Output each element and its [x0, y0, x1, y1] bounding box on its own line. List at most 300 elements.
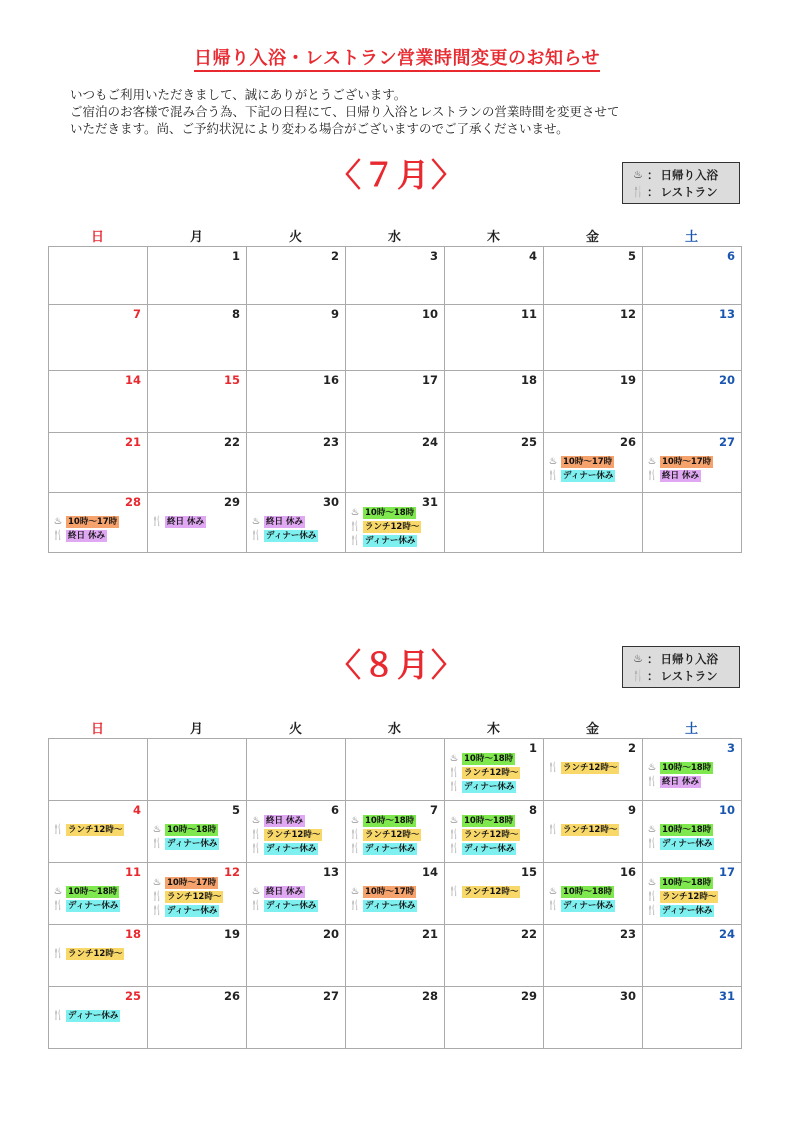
- calendar-day-cell: [544, 493, 643, 553]
- intro-line: いつもご利用いただきまして、誠にありがとうございます。: [70, 87, 407, 102]
- hot-spring-icon: ♨: [350, 507, 360, 518]
- schedule-tag: ディナー休み: [266, 530, 317, 541]
- hot-spring-icon: ♨: [152, 824, 162, 835]
- day-number: 11: [124, 865, 141, 879]
- schedule-entry: [646, 775, 738, 788]
- calendar-day-cell: [346, 863, 445, 925]
- calendar-day-cell: [544, 739, 643, 801]
- day-entries: [547, 455, 639, 483]
- hot-spring-icon: ♨: [647, 877, 657, 888]
- schedule-entry: [250, 885, 342, 898]
- calendar-day-cell: [148, 987, 247, 1049]
- schedule-tag: 10時～18時: [365, 507, 415, 518]
- fork-knife-icon: 🍴: [547, 900, 559, 911]
- fork-knife-icon: 🍴: [250, 900, 262, 911]
- schedule-entry: [349, 885, 441, 898]
- calendar-day-cell: [49, 801, 148, 863]
- day-entries: [646, 876, 738, 918]
- day-entries: [52, 885, 144, 913]
- schedule-entry: [547, 823, 639, 836]
- schedule-tag: ランチ12時～: [563, 762, 618, 773]
- schedule-entry: [646, 823, 738, 836]
- day-number: 2: [627, 741, 636, 755]
- weekday-header: [48, 226, 741, 245]
- day-number: 17: [718, 865, 735, 879]
- schedule-tag: ディナー休み: [68, 900, 119, 911]
- fork-knife-icon: 🍴: [448, 781, 460, 792]
- calendar-day-cell: [643, 247, 742, 305]
- day-number: 29: [223, 495, 240, 509]
- schedule-tag: ランチ12時～: [563, 824, 618, 835]
- day-number: 16: [619, 865, 636, 879]
- schedule-tag: ディナー休み: [266, 900, 317, 911]
- schedule-tag: ディナー休み: [365, 843, 416, 854]
- day-entries: [151, 823, 243, 851]
- schedule-tag: 終日 休み: [662, 776, 699, 787]
- day-number: 1: [528, 741, 537, 755]
- day-number: 14: [124, 373, 141, 387]
- day-number: 18: [124, 927, 141, 941]
- schedule-entry: [250, 828, 342, 841]
- intro-text: [70, 86, 750, 137]
- day-entries: [52, 1009, 144, 1023]
- schedule-tag: 10時～18時: [167, 824, 217, 835]
- day-number: 25: [520, 435, 537, 449]
- schedule-tag: 10時～18時: [365, 815, 415, 826]
- day-number: 24: [421, 435, 438, 449]
- calendar-day-cell: [445, 987, 544, 1049]
- day-number: 10: [718, 803, 735, 817]
- calendar-day-cell: [346, 987, 445, 1049]
- hot-spring-icon: ♨: [449, 753, 459, 764]
- day-number: 16: [322, 373, 339, 387]
- schedule-tag: 10時～18時: [662, 824, 712, 835]
- day-number: 27: [718, 435, 735, 449]
- schedule-tag: ランチ12時～: [68, 824, 123, 835]
- day-number: 10: [421, 307, 438, 321]
- day-number: 28: [421, 989, 438, 1003]
- schedule-tag: 10時～17時: [68, 516, 118, 527]
- weekday-label: 日: [90, 230, 104, 245]
- hot-spring-icon: ♨: [548, 456, 558, 467]
- calendar-day-cell: [148, 493, 247, 553]
- schedule-tag: ランチ12時～: [167, 891, 222, 902]
- day-number: 31: [421, 495, 438, 509]
- schedule-entry: [250, 842, 342, 855]
- day-number: 26: [619, 435, 636, 449]
- calendar-day-cell: [247, 305, 346, 371]
- day-number: 4: [132, 803, 141, 817]
- weekday-label: 月: [189, 722, 203, 737]
- day-number: 24: [718, 927, 735, 941]
- calendar-day-cell: [148, 739, 247, 801]
- day-number: 19: [223, 927, 240, 941]
- fork-knife-icon: 🍴: [547, 824, 559, 835]
- month-heading: 〈７月〉: [328, 156, 465, 194]
- schedule-tag: 終日 休み: [266, 516, 303, 527]
- schedule-tag: ランチ12時～: [365, 829, 420, 840]
- calendar-day-cell: [49, 925, 148, 987]
- calendar-day-cell: [247, 801, 346, 863]
- schedule-tag: ディナー休み: [365, 535, 416, 546]
- schedule-entry: [349, 842, 441, 855]
- schedule-tag: 10時～17時: [662, 456, 712, 467]
- weekday-label: 月: [189, 230, 203, 245]
- weekday-label: 土: [684, 722, 698, 737]
- fork-knife-icon: 🍴: [151, 905, 163, 916]
- calendar-day-cell: [544, 801, 643, 863]
- schedule-tag: ディナー休み: [266, 843, 317, 854]
- day-entries: [52, 947, 144, 961]
- schedule-tag: ディナー休み: [563, 470, 614, 481]
- fork-knife-icon: 🍴: [349, 535, 361, 546]
- schedule-tag: 10時～17時: [167, 877, 217, 888]
- calendar-day-cell: [49, 863, 148, 925]
- legend-bath-label: 日帰り入浴: [660, 652, 718, 666]
- fork-knife-icon: 🍴: [646, 470, 658, 481]
- day-entries: [646, 455, 738, 483]
- day-number: 22: [520, 927, 537, 941]
- schedule-entry: [547, 885, 639, 898]
- fork-knife-icon: 🍴: [52, 900, 64, 911]
- calendar-day-cell: [445, 925, 544, 987]
- day-number: 28: [124, 495, 141, 509]
- day-entries: [151, 515, 243, 529]
- schedule-tag: 10時～18時: [662, 762, 712, 773]
- schedule-tag: ディナー休み: [167, 905, 218, 916]
- fork-knife-icon: 🍴: [448, 767, 460, 778]
- schedule-entry: [448, 842, 540, 855]
- day-number: 5: [627, 249, 636, 263]
- fork-knife-icon: 🍴: [547, 762, 559, 773]
- calendar-day-cell: [148, 305, 247, 371]
- weekday-label: 木: [486, 722, 500, 737]
- day-number: 18: [520, 373, 537, 387]
- day-number: 29: [520, 989, 537, 1003]
- calendar-day-cell: [49, 493, 148, 553]
- calendar-day-cell: [346, 305, 445, 371]
- day-entries: [250, 814, 342, 856]
- schedule-tag: ランチ12時～: [266, 829, 321, 840]
- weekday-label: 水: [387, 230, 401, 245]
- calendar-day-cell: [49, 739, 148, 801]
- calendar-day-cell: [643, 371, 742, 433]
- day-number: 25: [124, 989, 141, 1003]
- schedule-entry: [547, 761, 639, 774]
- schedule-entry: [52, 899, 144, 912]
- calendar-day-cell: [148, 433, 247, 493]
- hot-spring-icon: ♨: [647, 824, 657, 835]
- calendar-day-cell: [247, 863, 346, 925]
- calendar-day-cell: [247, 925, 346, 987]
- day-entries: [646, 823, 738, 851]
- calendar-day-cell: [643, 305, 742, 371]
- calendar-day-cell: [445, 247, 544, 305]
- fork-knife-icon: 🍴: [646, 891, 658, 902]
- day-entries: [646, 761, 738, 789]
- fork-knife-icon: 🍴: [448, 886, 460, 897]
- day-number: 11: [520, 307, 537, 321]
- hot-spring-icon: ♨: [251, 815, 261, 826]
- calendar-day-cell: [346, 493, 445, 553]
- legend-row-bath: ♨ ： 日帰り入浴: [631, 167, 739, 184]
- day-number: 26: [223, 989, 240, 1003]
- fork-knife-icon: 🍴: [631, 186, 645, 198]
- schedule-entry: [448, 814, 540, 827]
- schedule-entry: [646, 469, 738, 482]
- page-title: [0, 44, 794, 70]
- calendar-day-cell: [346, 371, 445, 433]
- schedule-entry: [52, 1009, 144, 1022]
- hot-spring-icon: ♨: [152, 877, 162, 888]
- day-entries: [250, 885, 342, 913]
- hot-spring-icon: ♨: [251, 886, 261, 897]
- calendar-day-cell: [643, 493, 742, 553]
- calendar-day-cell: [148, 801, 247, 863]
- hot-spring-icon: ♨: [647, 456, 657, 467]
- calendar-day-cell: [643, 433, 742, 493]
- schedule-entry: [349, 534, 441, 547]
- schedule-entry: [646, 761, 738, 774]
- fork-knife-icon: 🍴: [448, 829, 460, 840]
- calendar-day-cell: [247, 987, 346, 1049]
- day-number: 3: [429, 249, 438, 263]
- calendar-day-cell: [346, 739, 445, 801]
- day-number: 27: [322, 989, 339, 1003]
- schedule-tag: 10時～18時: [563, 886, 613, 897]
- schedule-entry: [52, 529, 144, 542]
- calendar-day-cell: [346, 433, 445, 493]
- schedule-entry: [448, 885, 540, 898]
- legend-box: [622, 646, 740, 688]
- calendar-day-cell: [148, 925, 247, 987]
- calendar-day-cell: [148, 247, 247, 305]
- day-number: 3: [726, 741, 735, 755]
- intro-line: ご宿泊のお客様で混み合う為、下記の日程にて、日帰り入浴とレストランの営業時間を変更させて: [70, 104, 620, 119]
- day-number: 9: [627, 803, 636, 817]
- weekday-label: 火: [288, 230, 302, 245]
- schedule-tag: ランチ12時～: [662, 891, 717, 902]
- schedule-tag: 10時～18時: [464, 815, 514, 826]
- day-number: 30: [322, 495, 339, 509]
- calendar-grid: [48, 246, 742, 553]
- calendar-day-cell: [247, 433, 346, 493]
- schedule-entry: [52, 947, 144, 960]
- schedule-tag: 10時～18時: [662, 877, 712, 888]
- day-number: 21: [124, 435, 141, 449]
- schedule-tag: ランチ12時～: [464, 767, 519, 778]
- calendar-day-cell: [445, 433, 544, 493]
- schedule-entry: [349, 828, 441, 841]
- day-number: 4: [528, 249, 537, 263]
- day-number: 12: [223, 865, 240, 879]
- fork-knife-icon: 🍴: [631, 670, 645, 682]
- day-number: 9: [330, 307, 339, 321]
- schedule-entry: [646, 837, 738, 850]
- weekday-label: 土: [684, 230, 698, 245]
- schedule-tag: ディナー休み: [464, 843, 515, 854]
- day-number: 15: [223, 373, 240, 387]
- weekday-label: 火: [288, 722, 302, 737]
- legend-bath-label: 日帰り入浴: [660, 168, 718, 182]
- schedule-entry: [151, 890, 243, 903]
- day-entries: [349, 506, 441, 548]
- day-number: 19: [619, 373, 636, 387]
- day-number: 7: [132, 307, 141, 321]
- calendar-day-cell: [445, 739, 544, 801]
- schedule-entry: [250, 515, 342, 528]
- schedule-tag: ランチ12時～: [68, 948, 123, 959]
- fork-knife-icon: 🍴: [52, 530, 64, 541]
- weekday-label: 金: [585, 722, 599, 737]
- fork-knife-icon: 🍴: [349, 843, 361, 854]
- fork-knife-icon: 🍴: [349, 900, 361, 911]
- schedule-tag: 終日 休み: [167, 516, 204, 527]
- fork-knife-icon: 🍴: [52, 1010, 64, 1021]
- schedule-tag: 終日 休み: [68, 530, 105, 541]
- day-number: 14: [421, 865, 438, 879]
- schedule-tag: 10時～17時: [563, 456, 613, 467]
- day-number: 13: [718, 307, 735, 321]
- fork-knife-icon: 🍴: [151, 838, 163, 849]
- day-entries: [52, 823, 144, 837]
- calendar-day-cell: [544, 925, 643, 987]
- day-entries: [349, 814, 441, 856]
- calendar-day-cell: [49, 371, 148, 433]
- schedule-tag: 10時～18時: [464, 753, 514, 764]
- schedule-entry: [646, 890, 738, 903]
- schedule-entry: [250, 529, 342, 542]
- schedule-entry: [646, 455, 738, 468]
- day-number: 6: [330, 803, 339, 817]
- calendar-day-cell: [49, 433, 148, 493]
- day-number: 20: [718, 373, 735, 387]
- legend-restaurant-label: レストラン: [660, 185, 718, 199]
- schedule-tag: ディナー休み: [68, 1010, 119, 1021]
- day-number: 17: [421, 373, 438, 387]
- schedule-entry: [349, 899, 441, 912]
- hot-spring-icon: ♨: [548, 886, 558, 897]
- calendar-day-cell: [247, 247, 346, 305]
- calendar-day-cell: [49, 987, 148, 1049]
- legend-row-bath: ♨ ： 日帰り入浴: [631, 651, 739, 668]
- legend-restaurant-label: レストラン: [660, 669, 718, 683]
- calendar-day-cell: [445, 371, 544, 433]
- page-title-text: 日帰り入浴・レストラン営業時間変更のお知らせ: [194, 48, 600, 72]
- schedule-entry: [151, 515, 243, 528]
- legend-row-restaurant: 🍴 ： レストラン: [631, 185, 718, 199]
- fork-knife-icon: 🍴: [52, 824, 64, 835]
- fork-knife-icon: 🍴: [52, 948, 64, 959]
- day-number: 30: [619, 989, 636, 1003]
- schedule-entry: [646, 904, 738, 917]
- hot-spring-icon: ♨: [53, 886, 63, 897]
- schedule-entry: [448, 780, 540, 793]
- schedule-tag: ランチ12時～: [464, 886, 519, 897]
- calendar-day-cell: [247, 739, 346, 801]
- fork-knife-icon: 🍴: [349, 521, 361, 532]
- schedule-entry: [547, 469, 639, 482]
- calendar-day-cell: [346, 801, 445, 863]
- calendar-day-cell: [346, 925, 445, 987]
- calendar-day-cell: [148, 371, 247, 433]
- day-number: 2: [330, 249, 339, 263]
- day-entries: [448, 885, 540, 899]
- day-number: 7: [429, 803, 438, 817]
- calendar-day-cell: [544, 433, 643, 493]
- schedule-entry: [151, 904, 243, 917]
- schedule-entry: [646, 876, 738, 889]
- day-entries: [547, 823, 639, 837]
- fork-knife-icon: 🍴: [151, 516, 163, 527]
- fork-knife-icon: 🍴: [349, 829, 361, 840]
- calendar-day-cell: [445, 493, 544, 553]
- day-number: 22: [223, 435, 240, 449]
- day-entries: [547, 885, 639, 913]
- schedule-entry: [547, 899, 639, 912]
- day-number: 15: [520, 865, 537, 879]
- schedule-entry: [151, 876, 243, 889]
- day-number: 8: [231, 307, 240, 321]
- hot-spring-icon: ♨: [350, 886, 360, 897]
- schedule-entry: [547, 455, 639, 468]
- calendar-day-cell: [544, 305, 643, 371]
- day-entries: [151, 876, 243, 918]
- day-number: 1: [231, 249, 240, 263]
- day-number: 6: [726, 249, 735, 263]
- day-entries: [349, 885, 441, 913]
- weekday-label: 日: [90, 722, 104, 737]
- calendar-day-cell: [445, 801, 544, 863]
- day-number: 5: [231, 803, 240, 817]
- hot-spring-icon: ♨: [350, 815, 360, 826]
- day-entries: [547, 761, 639, 775]
- schedule-entry: [151, 823, 243, 836]
- legend-row-restaurant: 🍴 ： レストラン: [631, 669, 718, 683]
- calendar-day-cell: [247, 371, 346, 433]
- schedule-entry: [52, 515, 144, 528]
- calendar-day-cell: [445, 863, 544, 925]
- schedule-entry: [448, 766, 540, 779]
- schedule-entry: [250, 814, 342, 827]
- calendar-day-cell: [544, 987, 643, 1049]
- hot-spring-icon: ♨: [53, 516, 63, 527]
- weekday-label: 木: [486, 230, 500, 245]
- schedule-entry: [448, 752, 540, 765]
- day-number: 31: [718, 989, 735, 1003]
- day-number: 12: [619, 307, 636, 321]
- hot-spring-icon: ♨: [633, 653, 643, 665]
- fork-knife-icon: 🍴: [250, 530, 262, 541]
- intro-line: いただきます。尚、ご予約状況により変わる場合がございますのでご了承くださいませ。: [70, 121, 569, 136]
- fork-knife-icon: 🍴: [547, 470, 559, 481]
- day-number: 23: [619, 927, 636, 941]
- calendar-day-cell: [445, 305, 544, 371]
- calendar-day-cell: [346, 247, 445, 305]
- schedule-tag: 10時～17時: [365, 886, 415, 897]
- hot-spring-icon: ♨: [449, 815, 459, 826]
- day-number: 20: [322, 927, 339, 941]
- day-number: 13: [322, 865, 339, 879]
- fork-knife-icon: 🍴: [250, 843, 262, 854]
- day-entries: [250, 515, 342, 543]
- schedule-tag: 終日 休み: [266, 886, 303, 897]
- calendar-day-cell: [643, 863, 742, 925]
- calendar-day-cell: [544, 863, 643, 925]
- schedule-tag: ディナー休み: [563, 900, 614, 911]
- schedule-entry: [250, 899, 342, 912]
- day-entries: [52, 515, 144, 543]
